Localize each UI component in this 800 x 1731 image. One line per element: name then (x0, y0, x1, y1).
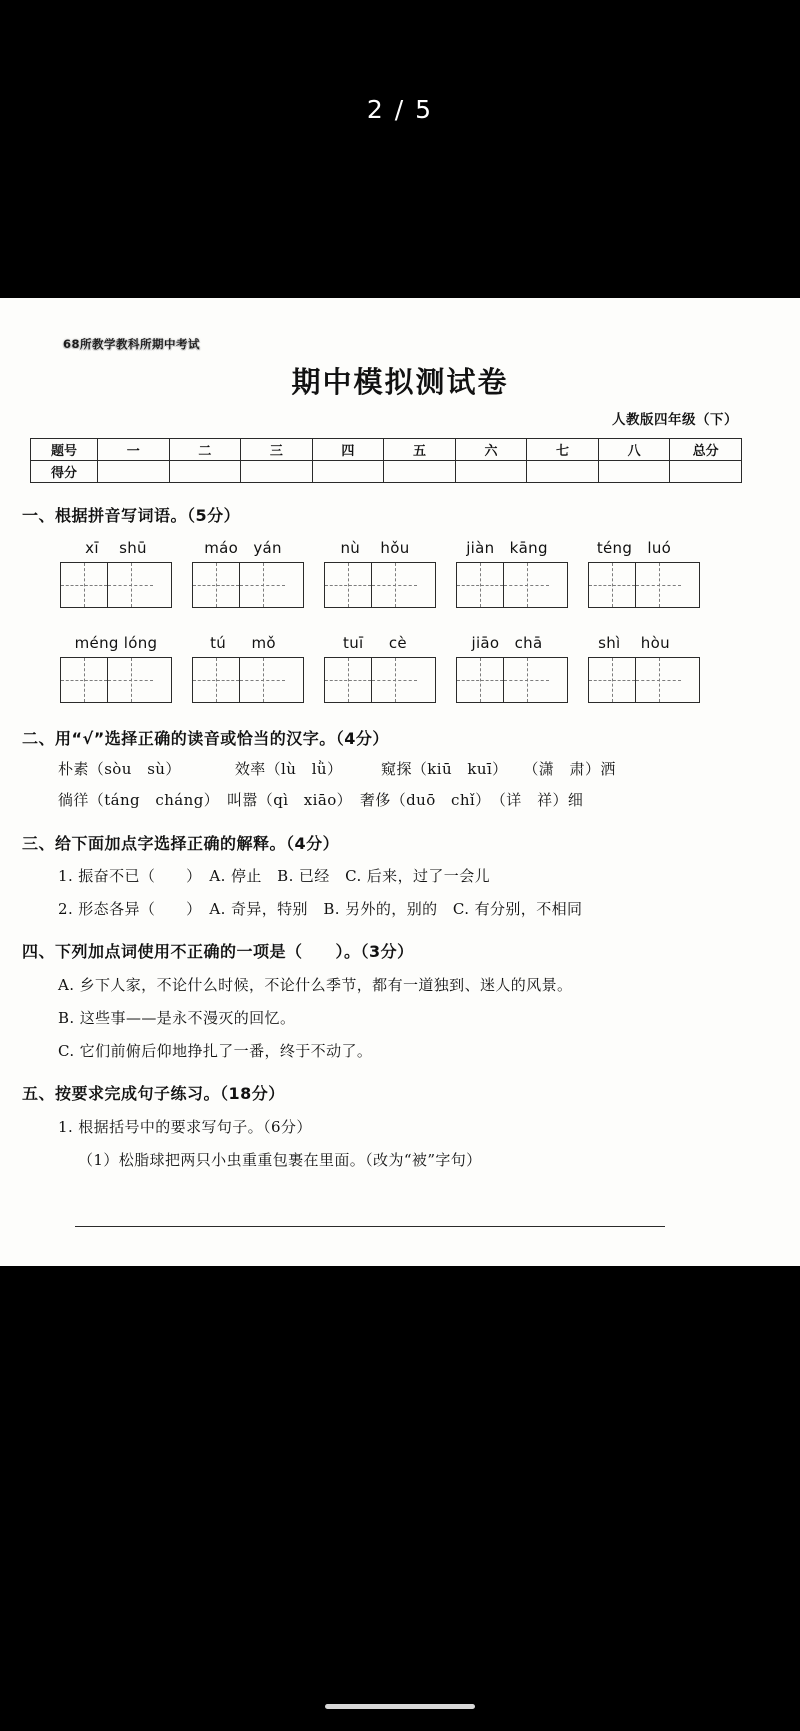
pinyin-grid-row-1 (60, 535, 700, 608)
pinyin-labels-row-2 (60, 630, 700, 652)
col-total: 总分 (670, 439, 742, 461)
home-indicator-bar[interactable] (325, 1704, 475, 1709)
pinyin-syllable: hòu (640, 634, 670, 652)
grid-cell[interactable] (457, 563, 503, 607)
section-heading-2: 二、用“√”选择正确的读音或恰当的汉字。（4分） (22, 729, 389, 748)
section-5-line-1: 1. 根据括号中的要求写句子。（6分） (58, 1118, 312, 1136)
tianzige-box[interactable] (456, 657, 568, 703)
col-3: 三 (241, 439, 313, 461)
grid-cell[interactable] (193, 563, 239, 607)
answer-grid-row-2 (60, 657, 700, 703)
page-title: 期中模拟测试卷 (291, 365, 509, 399)
grid-cell[interactable] (503, 563, 549, 607)
section-5-line-2: （1）松脂球把两只小虫重重包裹在里面。（改为“被”字句） (78, 1151, 482, 1169)
scanned-exam-page[interactable] (0, 298, 800, 1266)
pinyin-syllable: jiāo (471, 634, 500, 652)
pinyin-word-2-4 (446, 634, 568, 652)
grid-cell[interactable] (457, 658, 503, 702)
grid-cell[interactable] (61, 563, 107, 607)
pinyin-word-1-3 (314, 539, 436, 557)
grid-cell[interactable] (371, 658, 417, 702)
pinyin-word-1-1 (60, 539, 172, 557)
pinyin-word-2-2 (182, 634, 304, 652)
pinyin-syllable: jiàn (466, 539, 495, 557)
pinyin-word-1-5 (578, 539, 690, 557)
pinyin-syllable: mǒ (251, 634, 276, 652)
pinyin-syllable: méng (74, 634, 119, 652)
section-4-option-b: B. 这些事——是永不漫灭的回忆。 (58, 1009, 296, 1027)
grid-cell[interactable] (371, 563, 417, 607)
tianzige-box[interactable] (192, 562, 304, 608)
pinyin-syllable: shì (598, 634, 621, 652)
row-label-number: 题号 (31, 439, 98, 461)
pinyin-syllable: luó (647, 539, 672, 557)
section-heading-3: 三、给下面加点字选择正确的解释。（4分） (22, 834, 340, 853)
pinyin-word-2-5 (578, 634, 690, 652)
section-4-option-a: A. 乡下人家，不论什么时候，不论什么季节，都有一道独到、迷人的风景。 (58, 976, 573, 994)
tianzige-box[interactable] (60, 562, 172, 608)
grid-cell[interactable] (107, 563, 153, 607)
score-cell-7[interactable] (527, 461, 599, 483)
grid-cell[interactable] (503, 658, 549, 702)
tianzige-box[interactable] (60, 657, 172, 703)
tianzige-box[interactable] (588, 657, 700, 703)
answer-write-line[interactable] (75, 1226, 665, 1227)
pinyin-syllable: lóng (123, 634, 158, 652)
table-row-header (31, 439, 742, 461)
section-2-line-2: 徜徉（táng cháng） 叫嚣（qì xiāo） 奢侈（duō chǐ） （详 祥）细 (58, 791, 584, 809)
section-2-line-1: 朴素（sòu sù） 效率（lù lǜ） 窥探（kiū kuī） （潇 肃）洒 (58, 760, 616, 778)
grid-cell[interactable] (589, 563, 635, 607)
grid-cell[interactable] (239, 658, 285, 702)
grid-cell[interactable] (61, 658, 107, 702)
col-8: 八 (598, 439, 670, 461)
col-5: 五 (384, 439, 456, 461)
page-indicator: 2 / 5 (366, 95, 434, 124)
pinyin-syllable: máo (204, 539, 239, 557)
col-2: 二 (169, 439, 241, 461)
grid-cell[interactable] (635, 658, 681, 702)
score-table (30, 438, 742, 483)
score-cell-8[interactable] (598, 461, 670, 483)
section-heading-4: 四、下列加点词使用不正确的一项是（ ）。（3分） (22, 942, 414, 961)
grid-cell[interactable] (239, 563, 285, 607)
col-7: 七 (527, 439, 599, 461)
pinyin-syllable: kāng (509, 539, 548, 557)
grid-cell[interactable] (107, 658, 153, 702)
score-cell-5[interactable] (384, 461, 456, 483)
pinyin-word-1-4 (446, 539, 568, 557)
answer-grid-row-1 (60, 562, 700, 608)
grid-cell[interactable] (325, 658, 371, 702)
score-cell-3[interactable] (241, 461, 313, 483)
score-table-body (31, 439, 742, 483)
grid-cell[interactable] (325, 563, 371, 607)
grid-cell[interactable] (193, 658, 239, 702)
tianzige-box[interactable] (588, 562, 700, 608)
pinyin-word-2-3 (314, 634, 436, 652)
tianzige-box[interactable] (456, 562, 568, 608)
col-4: 四 (312, 439, 384, 461)
score-cell-total[interactable] (670, 461, 742, 483)
grid-cell[interactable] (589, 658, 635, 702)
section-3-line-2: 2. 形态各异（ ） A. 奇异，特别 B. 另外的，别的 C. 有分别，不相同 (58, 900, 583, 918)
pinyin-syllable: nù (340, 539, 361, 557)
pinyin-syllable: tú (210, 634, 227, 652)
section-4-option-c: C. 它们前俯后仰地挣扎了一番，终于不动了。 (58, 1042, 373, 1060)
col-6: 六 (455, 439, 527, 461)
pinyin-syllable: cè (388, 634, 407, 652)
tianzige-box[interactable] (324, 562, 436, 608)
section-heading-5: 五、按要求完成句子练习。（18分） (22, 1084, 285, 1103)
pinyin-syllable: shū (119, 539, 147, 557)
pinyin-syllable: téng (596, 539, 633, 557)
row-label-score: 得分 (31, 461, 98, 483)
pinyin-labels-row-1 (60, 535, 700, 557)
edition-subtitle: 人教版四年级（下） (612, 412, 738, 428)
pinyin-grid-row-2 (60, 630, 700, 703)
table-row-score (31, 461, 742, 483)
pinyin-word-1-2 (182, 539, 304, 557)
col-1: 一 (98, 439, 170, 461)
grid-cell[interactable] (635, 563, 681, 607)
pinyin-syllable: tuī (343, 634, 364, 652)
pinyin-syllable: hǒu (380, 539, 410, 557)
pinyin-syllable: yán (253, 539, 282, 557)
score-cell-2[interactable] (169, 461, 241, 483)
section-3-line-1: 1. 振奋不已（ ） A. 停止 B. 已经 C. 后来，过了一会儿 (58, 867, 490, 885)
tianzige-box[interactable] (192, 657, 304, 703)
pinyin-word-2-1 (60, 634, 172, 652)
section-heading-1: 一、根据拼音写词语。（5分） (22, 506, 241, 525)
score-cell-1[interactable] (98, 461, 170, 483)
score-cell-4[interactable] (312, 461, 384, 483)
score-cell-6[interactable] (455, 461, 527, 483)
pinyin-syllable: chā (514, 634, 543, 652)
pinyin-syllable: xī (85, 539, 99, 557)
page-content (0, 298, 800, 1266)
tianzige-box[interactable] (324, 657, 436, 703)
exam-origin-badge: 68所教学教科所期中考试 (63, 337, 201, 351)
